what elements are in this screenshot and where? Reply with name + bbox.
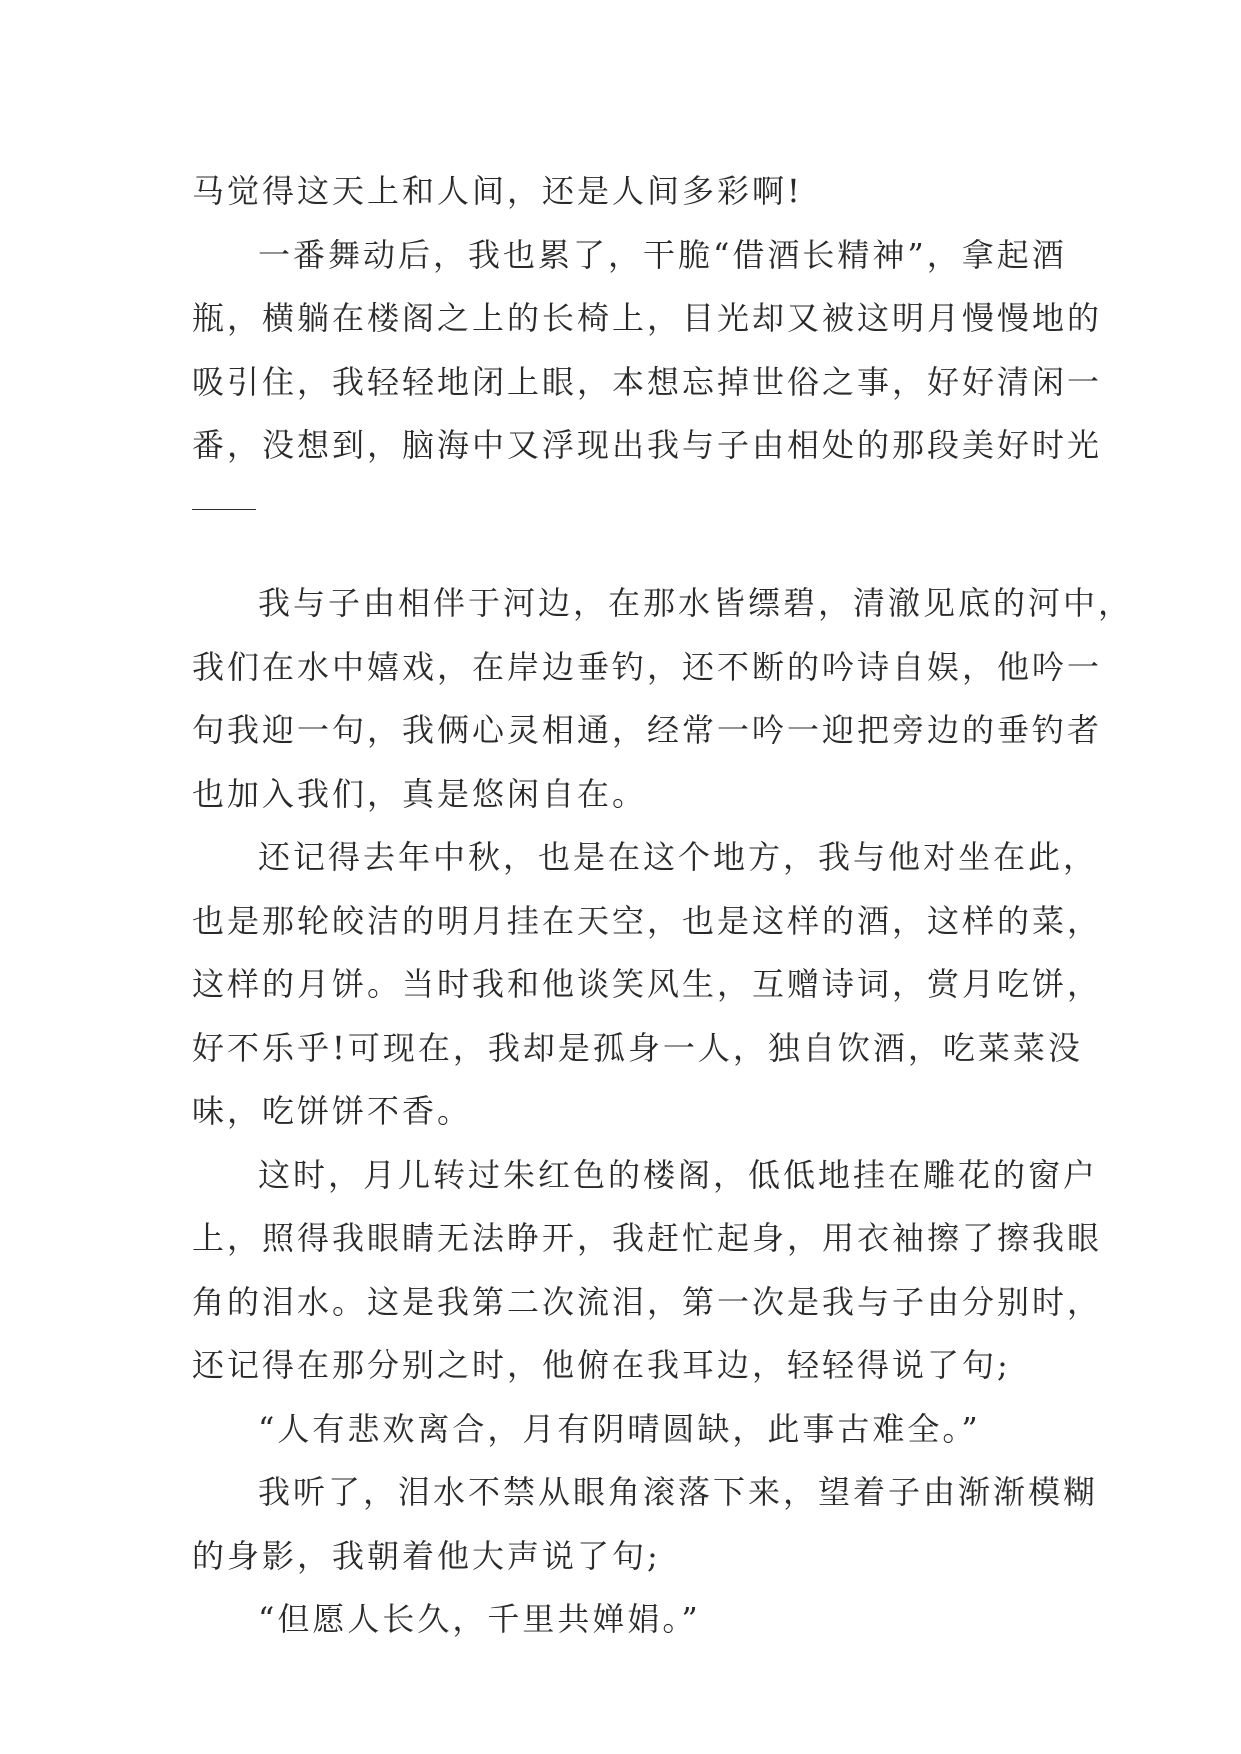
text-line: 好不乐乎!可现在，我却是孤身一人，独自饮酒，吃菜菜没: [192, 1028, 1083, 1067]
text-line: 还记得在那分别之时，他俯在我耳边，轻轻得说了句;: [192, 1346, 1011, 1384]
quote-line: “但愿人长久，千里共婵娟。”: [258, 1600, 701, 1638]
text-line: 我听了，泪水不禁从眼角滚落下来，望着子由渐渐模糊: [258, 1473, 1099, 1511]
em-dash-line: [192, 478, 1072, 542]
text-line: 句我迎一句，我俩心灵相通，经常一吟一迎把旁边的垂钓者: [192, 711, 1103, 749]
quote-line: “人有悲欢离合，月有阴晴圆缺，此事古难全。”: [258, 1409, 981, 1448]
text-line: 我与子由相伴于河边，在那水皆缥碧，清澈见底的河中，: [258, 584, 1134, 622]
text-line: 也加入我们，真是悠闲自在。: [192, 774, 648, 813]
text-line: 上，照得我眼睛无法睁开，我赶忙起身，用衣袖擦了擦我眼: [192, 1219, 1103, 1257]
text-line: 角的泪水。这是我第二次流泪，第一次是我与子由分别时，: [192, 1282, 1103, 1321]
text-line: 的身影，我朝着他大声说了句;: [192, 1536, 661, 1575]
paragraph-gap: [192, 541, 1072, 572]
text-line: 瓶，横躺在楼阁之上的长椅上，目光却又被这明月慢慢地的: [192, 299, 1103, 337]
text-line: 我们在水中嬉戏，在岸边垂钓，还不断的吟诗自娱，他吟一: [192, 647, 1103, 686]
text-line: 还记得去年中秋，也是在这个地方，我与他对坐在此，: [258, 838, 1099, 876]
document-body: [192, 160, 1134, 1652]
text-line: 吸引住，我轻轻地闭上眼，本想忘掉世俗之事，好好清闲一: [192, 362, 1103, 401]
text-line: 这时，月儿转过朱红色的楼阁，低低地挂在雕花的窗户: [258, 1155, 1099, 1194]
text-line: 番，没想到，脑海中又浮现出我与子由相处的那段美好时光: [192, 426, 1103, 464]
text-line: 这样的月饼。当时我和他谈笑风生，互赠诗词，赏月吃饼，: [192, 965, 1103, 1003]
text-line: 味，吃饼饼不香。: [192, 1092, 473, 1130]
text-line: 马觉得这天上和人间，还是人间多彩啊!: [192, 172, 803, 210]
text-line: 一番舞动后，我也累了，干脆“借酒长精神”，拿起酒: [258, 235, 1067, 274]
text-line: 也是那轮皎洁的明月挂在天空，也是这样的酒，这样的菜，: [192, 901, 1103, 940]
